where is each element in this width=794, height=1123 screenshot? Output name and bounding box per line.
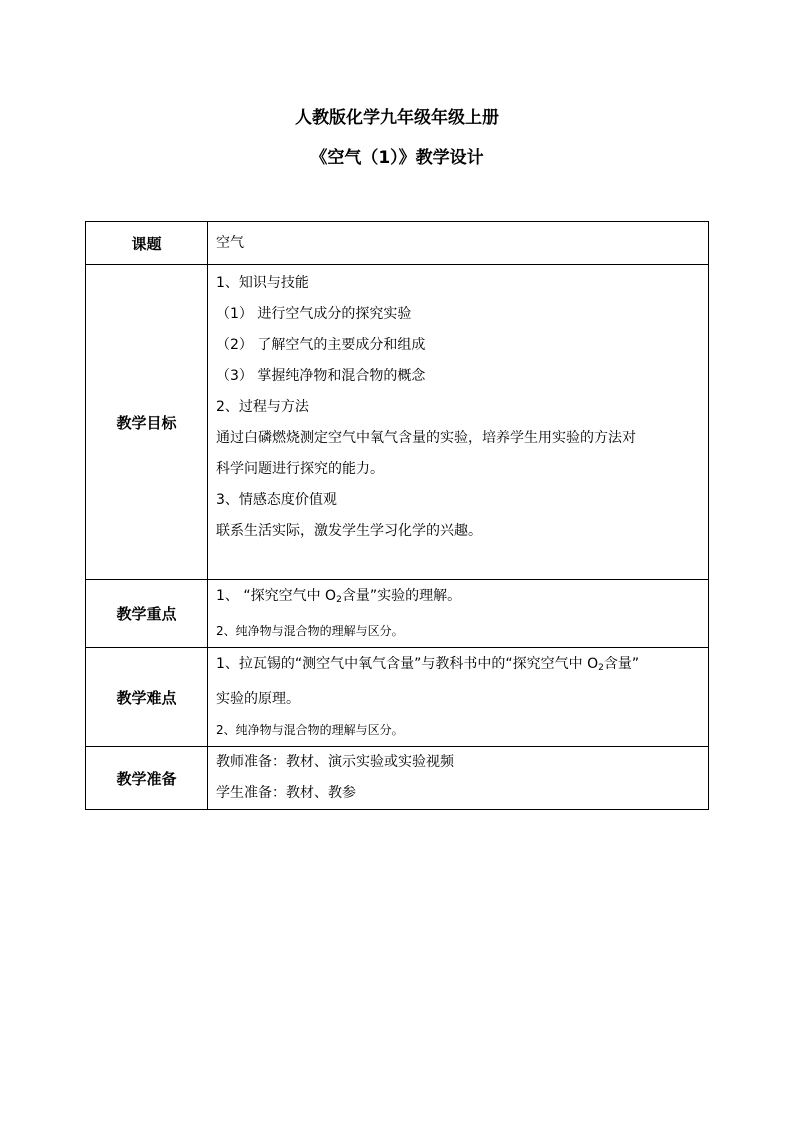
objective-line: （2） 了解空气的主要成分和组成 — [216, 337, 426, 353]
difficulty-line: 实验的原理。 — [216, 691, 300, 707]
key-points-label: 教学重点 — [86, 580, 208, 648]
student-preparation: 学生准备：教材、教参 — [216, 785, 356, 801]
topic-label: 课题 — [86, 222, 208, 265]
objective-line: 3、情感态度价值观 — [216, 492, 337, 508]
objective-line: 联系生活实际，激发学生学习化学的兴趣。 — [216, 523, 482, 539]
table-row-preparation — [86, 747, 709, 810]
topic-value-cell — [208, 222, 709, 265]
preparation-label: 教学准备 — [86, 747, 208, 810]
objective-line: 1、知识与技能 — [216, 275, 309, 291]
difficulties-cell — [208, 648, 709, 747]
objective-line: （1） 进行空气成分的探究实验 — [216, 306, 412, 322]
document-subtitle: 《空气（1）》教学设计 — [310, 148, 484, 168]
difficulty-line: 1、拉瓦锡的“测空气中氧气含量”与教科书中的“探究空气中 $O_2$含量” — [216, 656, 640, 673]
topic-value: 空气 — [216, 234, 244, 251]
table-row-topic — [86, 222, 709, 265]
table-row-key-points — [86, 580, 709, 648]
objective-line: 科学问题进行探究的能力。 — [216, 461, 384, 477]
document-title: 人教版化学九年级年级上册 — [295, 108, 499, 128]
key-points-cell — [208, 580, 709, 648]
objective-line: （3） 掌握纯净物和混合物的概念 — [216, 368, 426, 384]
table-row-difficulties — [86, 648, 709, 747]
objectives-label: 教学目标 — [86, 265, 208, 580]
lesson-plan-table — [85, 221, 709, 810]
table-row-objectives — [86, 265, 709, 580]
objective-line: 2、过程与方法 — [216, 399, 309, 415]
key-point-line: 2、纯净物与混合物的理解与区分。 — [216, 624, 404, 638]
objectives-cell — [208, 265, 709, 580]
objective-line: 通过白磷燃烧测定空气中氧气含量的实验，培养学生用实验的方法对 — [216, 430, 636, 446]
difficulties-label: 教学难点 — [86, 648, 208, 747]
preparation-cell — [208, 747, 709, 810]
difficulty-line: 2、纯净物与混合物的理解与区分。 — [216, 723, 404, 737]
teacher-preparation: 教师准备：教材、演示实验或实验视频 — [216, 754, 454, 770]
key-point-line: 1、 “探究空气中 $O_2$含量”实验的理解。 — [216, 588, 462, 605]
